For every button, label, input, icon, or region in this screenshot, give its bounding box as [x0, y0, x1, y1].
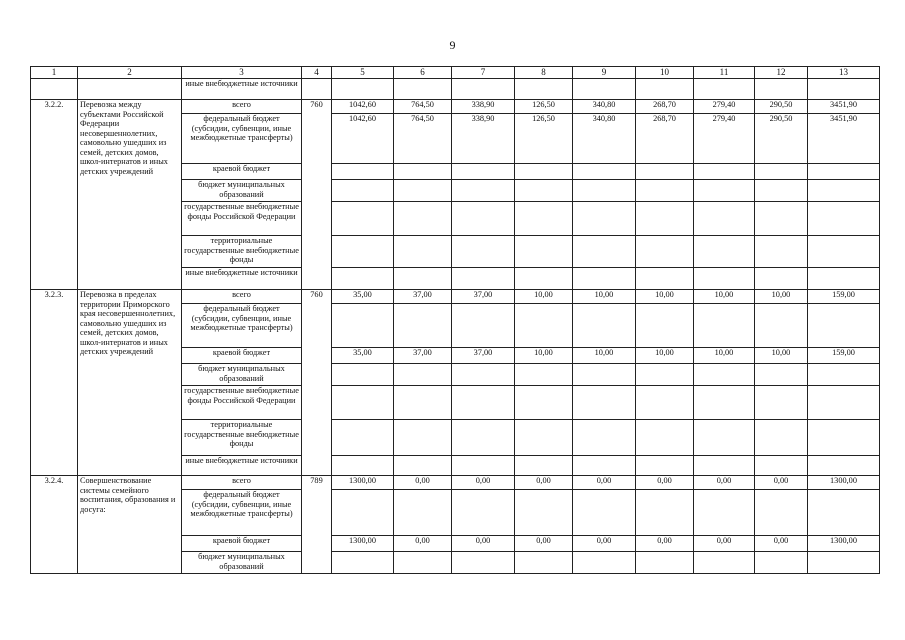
column-number-cell: 8: [515, 67, 573, 79]
value-cell: 37,00: [394, 348, 452, 364]
funding-source-cell: краевой бюджет: [182, 536, 302, 552]
value-cell: [755, 304, 808, 348]
value-cell: 340,80: [573, 114, 636, 164]
value-cell: [452, 386, 515, 420]
value-cell: [332, 304, 394, 348]
value-cell: 764,50: [394, 100, 452, 114]
value-cell: [808, 552, 880, 574]
value-cell: [694, 268, 755, 290]
value-cell: 290,50: [755, 114, 808, 164]
value-cell: [452, 268, 515, 290]
value-cell: 0,00: [694, 536, 755, 552]
value-cell: [394, 364, 452, 386]
value-cell: [573, 456, 636, 476]
value-cell: [755, 420, 808, 456]
value-cell: 0,00: [394, 536, 452, 552]
value-cell: [636, 164, 694, 180]
value-cell: [332, 386, 394, 420]
value-cell: 0,00: [573, 476, 636, 490]
value-cell: 0,00: [515, 476, 573, 490]
column-number-cell: 12: [755, 67, 808, 79]
value-cell: [808, 268, 880, 290]
value-cell: [573, 164, 636, 180]
value-cell: [332, 456, 394, 476]
value-cell: 268,70: [636, 100, 694, 114]
funding-source-cell: территориальные государственные внебюджетные фонды: [182, 420, 302, 456]
value-cell: [636, 420, 694, 456]
value-cell: [573, 386, 636, 420]
value-cell: [755, 456, 808, 476]
item-name: Совершенствование системы семейного воспитания, образования и досуга:: [78, 476, 182, 574]
value-cell: [573, 490, 636, 536]
value-cell: [636, 268, 694, 290]
column-number-cell: 4: [302, 67, 332, 79]
value-cell: [452, 180, 515, 202]
value-cell: 338,90: [452, 114, 515, 164]
value-cell: 279,40: [694, 114, 755, 164]
value-cell: 3451,90: [808, 114, 880, 164]
value-cell: [515, 386, 573, 420]
code-cell: [31, 79, 78, 100]
column-number-cell: 1: [31, 67, 78, 79]
name-cell: [78, 79, 182, 100]
value-cell: [694, 456, 755, 476]
column-number-cell: 9: [573, 67, 636, 79]
value-cell: 279,40: [694, 100, 755, 114]
value-cell: [808, 236, 880, 268]
value-cell: [808, 386, 880, 420]
value-cell: [694, 202, 755, 236]
value-cell: [808, 202, 880, 236]
value-cell: 1042,60: [332, 114, 394, 164]
value-cell: 159,00: [808, 290, 880, 304]
budget-row: [31, 100, 880, 114]
column-number-cell: 7: [452, 67, 515, 79]
value-cell: [515, 180, 573, 202]
value-cell: [332, 79, 394, 100]
value-cell: [573, 552, 636, 574]
funding-source-cell: государственные внебюджетные фонды Российской Федерации: [182, 386, 302, 420]
value-cell: [394, 490, 452, 536]
value-cell: [694, 236, 755, 268]
value-cell: 1300,00: [332, 536, 394, 552]
funding-source-cell: всего: [182, 290, 302, 304]
value-cell: [394, 386, 452, 420]
value-cell: [636, 202, 694, 236]
funding-source-cell: иные внебюджетные источники: [182, 456, 302, 476]
column-number-cell: 2: [78, 67, 182, 79]
value-cell: [394, 552, 452, 574]
value-cell: [394, 202, 452, 236]
column-number-cell: 6: [394, 67, 452, 79]
budget-row: [31, 290, 880, 304]
value-cell: 10,00: [515, 348, 573, 364]
column-number-cell: 13: [808, 67, 880, 79]
value-cell: 10,00: [636, 348, 694, 364]
value-cell: 290,50: [755, 100, 808, 114]
value-cell: 37,00: [452, 348, 515, 364]
value-cell: 1300,00: [808, 476, 880, 490]
value-cell: [636, 364, 694, 386]
value-cell: [694, 164, 755, 180]
column-number-cell: 3: [182, 67, 302, 79]
value-cell: [515, 420, 573, 456]
value-cell: [573, 79, 636, 100]
value-cell: [694, 180, 755, 202]
value-cell: 0,00: [394, 476, 452, 490]
value-cell: [515, 304, 573, 348]
value-cell: [755, 202, 808, 236]
value-cell: [755, 552, 808, 574]
value-cell: [636, 79, 694, 100]
value-cell: [755, 386, 808, 420]
funding-source-cell: всего: [182, 100, 302, 114]
value-cell: [573, 180, 636, 202]
value-cell: [755, 164, 808, 180]
funding-source-cell: краевой бюджет: [182, 164, 302, 180]
value-cell: [808, 364, 880, 386]
value-cell: [808, 490, 880, 536]
value-cell: 338,90: [452, 100, 515, 114]
value-cell: 0,00: [636, 476, 694, 490]
value-cell: [515, 552, 573, 574]
funding-source-cell: всего: [182, 476, 302, 490]
value-cell: [515, 236, 573, 268]
item-code: 3.2.4.: [31, 476, 78, 574]
value-cell: 0,00: [452, 536, 515, 552]
value-cell: [452, 364, 515, 386]
value-cell: 0,00: [452, 476, 515, 490]
value-cell: 0,00: [636, 536, 694, 552]
value-cell: 10,00: [755, 290, 808, 304]
value-cell: [694, 490, 755, 536]
value-cell: [452, 552, 515, 574]
value-cell: [394, 420, 452, 456]
value-cell: [694, 79, 755, 100]
value-cell: 764,50: [394, 114, 452, 164]
value-cell: [694, 386, 755, 420]
funding-source-cell: бюджет муниципальных образований: [182, 552, 302, 574]
column-number-cell: 5: [332, 67, 394, 79]
value-cell: 3451,90: [808, 100, 880, 114]
value-cell: [694, 364, 755, 386]
value-cell: [755, 180, 808, 202]
value-cell: 0,00: [515, 536, 573, 552]
value-cell: [452, 420, 515, 456]
value-cell: [332, 364, 394, 386]
value-cell: [332, 236, 394, 268]
value-cell: 10,00: [515, 290, 573, 304]
value-cell: [515, 268, 573, 290]
value-cell: 10,00: [573, 290, 636, 304]
value-cell: [808, 180, 880, 202]
value-cell: [394, 268, 452, 290]
value-cell: [452, 456, 515, 476]
value-cell: [515, 490, 573, 536]
funding-source-cell: федеральный бюджет (субсидии, субвенции, иные межбюджетные трансферты): [182, 490, 302, 536]
value-cell: [755, 364, 808, 386]
value-cell: [452, 304, 515, 348]
funding-source-cell: бюджет муниципальных образований: [182, 180, 302, 202]
value-cell: 10,00: [573, 348, 636, 364]
value-cell: [636, 552, 694, 574]
value-cell: 10,00: [694, 290, 755, 304]
value-cell: [573, 268, 636, 290]
value-cell: 37,00: [394, 290, 452, 304]
value-cell: [694, 304, 755, 348]
value-cell: [332, 490, 394, 536]
value-cell: 1300,00: [332, 476, 394, 490]
value-cell: [515, 456, 573, 476]
value-cell: [452, 164, 515, 180]
value-cell: [394, 164, 452, 180]
value-cell: 1300,00: [808, 536, 880, 552]
value-cell: 159,00: [808, 348, 880, 364]
column-number-row: [31, 67, 880, 79]
value-cell: [394, 79, 452, 100]
value-cell: [332, 420, 394, 456]
value-cell: [573, 420, 636, 456]
column-number-cell: 10: [636, 67, 694, 79]
value-cell: [755, 236, 808, 268]
value-cell: [394, 236, 452, 268]
funding-source-cell: иные внебюджетные источники: [182, 79, 302, 100]
funding-source-cell: федеральный бюджет (субсидии, субвенции, иные межбюджетные трансферты): [182, 114, 302, 164]
value-cell: [452, 490, 515, 536]
value-cell: [573, 202, 636, 236]
value-cell: 10,00: [636, 290, 694, 304]
value-cell: 1042,60: [332, 100, 394, 114]
funding-source-cell: территориальные государственные внебюджетные фонды: [182, 236, 302, 268]
value-cell: [636, 456, 694, 476]
value-cell: [332, 552, 394, 574]
value-cell: [332, 180, 394, 202]
funding-source-cell: бюджет муниципальных образований: [182, 364, 302, 386]
item-code: 3.2.3.: [31, 290, 78, 476]
value-cell: [636, 180, 694, 202]
value-cell: [694, 552, 755, 574]
value-cell: [394, 304, 452, 348]
value-cell: 126,50: [515, 100, 573, 114]
value-cell: [394, 456, 452, 476]
value-cell: [755, 268, 808, 290]
value-cell: [452, 79, 515, 100]
value-cell: [515, 202, 573, 236]
value-cell: [573, 364, 636, 386]
value-cell: [515, 364, 573, 386]
funding-source-cell: федеральный бюджет (субсидии, субвенции, иные межбюджетные трансферты): [182, 304, 302, 348]
value-cell: [808, 164, 880, 180]
value-cell: [808, 304, 880, 348]
budget-row: [31, 476, 880, 490]
item-code: 3.2.2.: [31, 100, 78, 290]
col4-cell: [302, 79, 332, 100]
funding-source-cell: краевой бюджет: [182, 348, 302, 364]
value-cell: [332, 268, 394, 290]
value-cell: [573, 304, 636, 348]
value-cell: [452, 202, 515, 236]
value-cell: 268,70: [636, 114, 694, 164]
value-cell: 0,00: [573, 536, 636, 552]
value-cell: 10,00: [755, 348, 808, 364]
value-cell: [755, 79, 808, 100]
value-cell: 10,00: [694, 348, 755, 364]
value-cell: [808, 79, 880, 100]
value-cell: [332, 202, 394, 236]
value-cell: [636, 304, 694, 348]
value-cell: [808, 420, 880, 456]
value-cell: 35,00: [332, 348, 394, 364]
value-cell: 37,00: [452, 290, 515, 304]
value-cell: [755, 490, 808, 536]
value-cell: 35,00: [332, 290, 394, 304]
funding-source-cell: иные внебюджетные источники: [182, 268, 302, 290]
item-name: Перевозка между субъектами Российской Федерации несовершеннолетних, самовольно ушедших из семей, детских домов, школ-интернатов и иных детских учреждений: [78, 100, 182, 290]
value-cell: [515, 79, 573, 100]
value-cell: [452, 236, 515, 268]
col4-cell: 760: [302, 290, 332, 476]
value-cell: 0,00: [755, 536, 808, 552]
continuation-row: [31, 79, 880, 100]
value-cell: [394, 180, 452, 202]
value-cell: [636, 236, 694, 268]
value-cell: [636, 490, 694, 536]
value-cell: 0,00: [755, 476, 808, 490]
value-cell: [515, 164, 573, 180]
value-cell: [694, 420, 755, 456]
item-name: Перевозка в пределах территории Приморского края несовершеннолетних, самовольно ушедших из семей, детских домов, школ-интернатов и иных детских учреждений: [78, 290, 182, 476]
value-cell: [636, 386, 694, 420]
funding-source-cell: государственные внебюджетные фонды Российской Федерации: [182, 202, 302, 236]
value-cell: 0,00: [694, 476, 755, 490]
value-cell: [573, 236, 636, 268]
value-cell: 340,80: [573, 100, 636, 114]
value-cell: 126,50: [515, 114, 573, 164]
value-cell: [332, 164, 394, 180]
page-number: 9: [449, 38, 456, 52]
budget-table: [30, 66, 880, 574]
column-number-cell: 11: [694, 67, 755, 79]
col4-cell: 760: [302, 100, 332, 290]
value-cell: [808, 456, 880, 476]
col4-cell: 789: [302, 476, 332, 574]
